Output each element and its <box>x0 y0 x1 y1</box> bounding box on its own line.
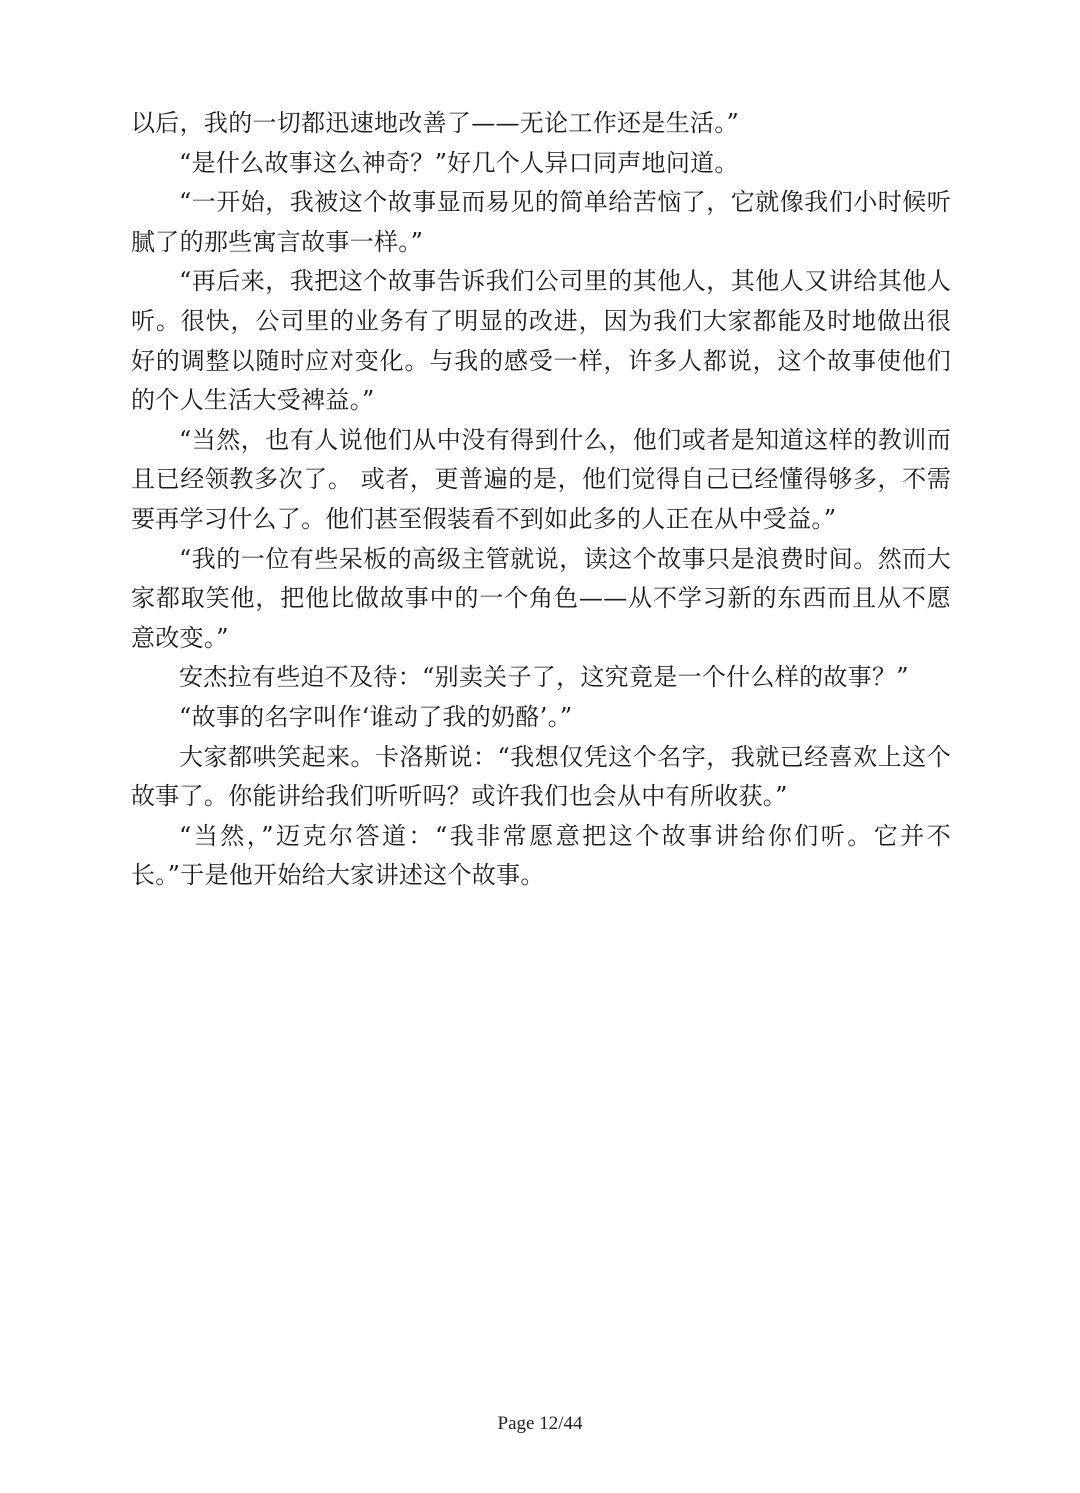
paragraph: “故事的名字叫作‘谁动了我的奶酪’。” <box>179 702 573 731</box>
paragraph: “是什么故事这么神奇？”好几个人异口同声地问道。 <box>179 148 739 177</box>
paragraph: “当然，”迈克尔答道：“我非常愿意把这个故事讲给你们听。它并不长。”于是他开始给大家讲述这个故事。 <box>131 821 951 890</box>
paragraph: “再后来，我把这个故事告诉我们公司里的其他人，其他人又讲给其他人听。很快，公司里的业务有了明显的改进，因为我们大家都能及时地做出很好的调整以随时应对变化。与我的感受一样，许多人都说，这个故事使他们的个人生活大受裨益。” <box>131 267 951 415</box>
paragraph: “一开始，我被这个故事显而易见的简单给苦恼了，它就像我们小时候听腻了的那些寓言故事一样。” <box>131 188 951 256</box>
paragraph: 安杰拉有些迫不及待：“别卖关子了，这究竟是一个什么样的故事？” <box>179 663 909 692</box>
paragraph: 大家都哄笑起来。卡洛斯说：“我想仅凭这个名字，我就已经喜欢上这个故事了。你能讲给我们听听吗？或许我们也会从中有所收获。” <box>131 742 951 811</box>
paragraph-continuation: 以后，我的一切都迅速地改善了——无论工作还是生活。” <box>131 109 740 137</box>
page-number-footer: Page 12/44 <box>497 1413 583 1434</box>
paragraph: “我的一位有些呆板的高级主管就说，读这个故事只是浪费时间。然而大家都取笑他，把他比做故事中的一个角色——从不学习新的东西而且从不愿意改变。” <box>131 544 951 652</box>
body-text <box>131 104 951 896</box>
paragraph: “当然，也有人说他们从中没有得到什么，他们或者是知道这样的教训而且已经领教多次了。 或者，更普遍的是，他们觉得自己已经懂得够多，不需要再学习什么了。他们甚至假装看不到如此多的人正在从中受益。” <box>131 425 951 533</box>
